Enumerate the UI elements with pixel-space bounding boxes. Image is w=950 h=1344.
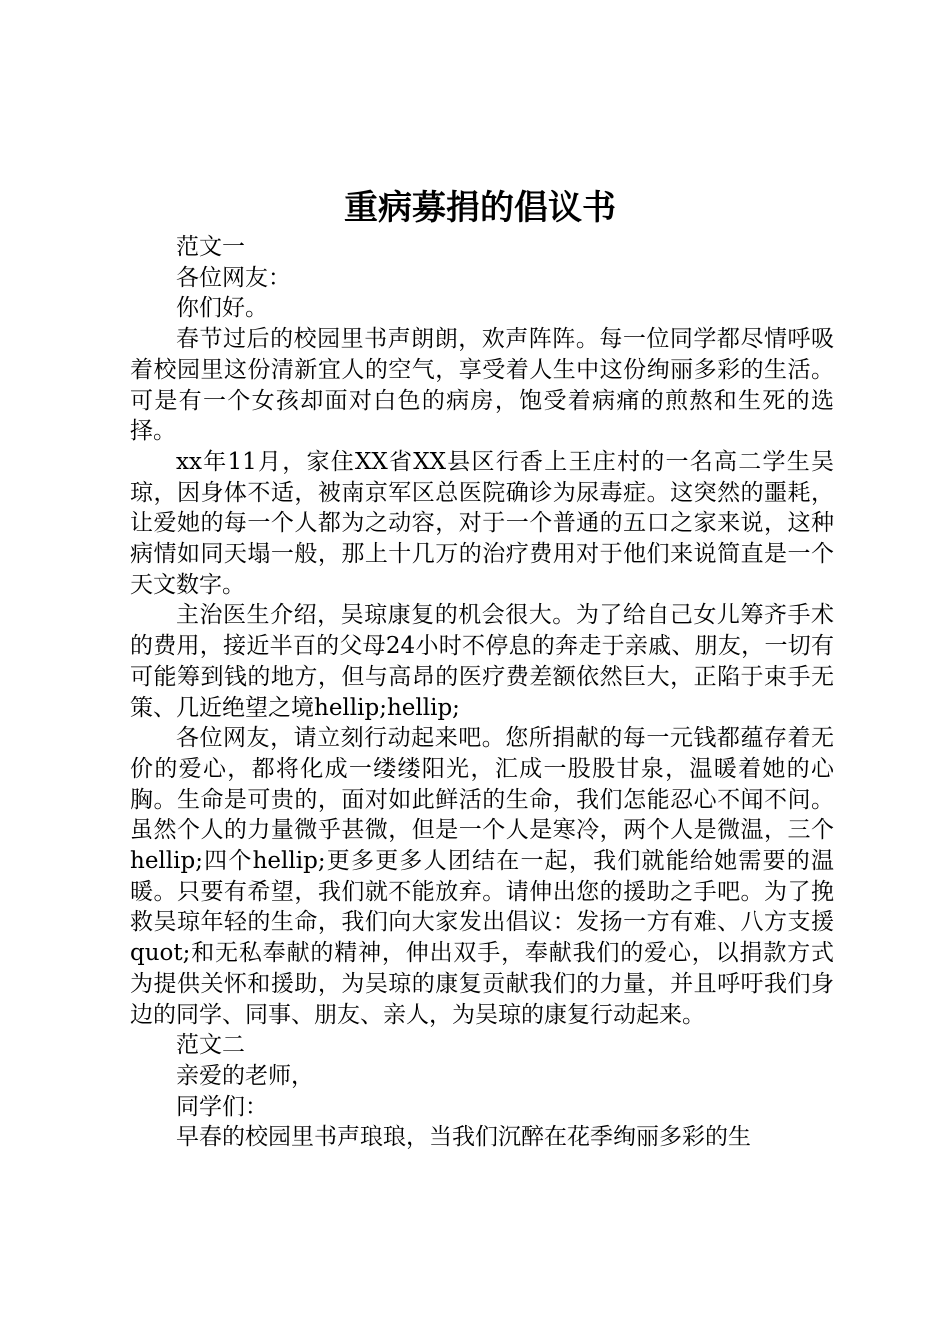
paragraph: 范文一 xyxy=(176,234,245,260)
paragraph: 亲爱的老师， xyxy=(176,1062,314,1089)
paragraph: 同学们： xyxy=(176,1093,268,1120)
paragraph: 各位网友： xyxy=(176,264,291,291)
paragraph: 春节过后的校园里书声朗朗，欢声阵阵。每一位同学都尽情呼吸着校园里这份清新宜人的空气，享受着人生中这份绚丽多彩的生活。可是有一个女孩却面对白色的病房，饱受着病痛的煎熬和生死的选择。 xyxy=(130,326,834,445)
paragraph: xx年11月，家住XX省XX县区行香上王庄村的一名高二学生吴琼，因身体不适，被南京军区总医院确诊为尿毒症。这突然的噩耗，让爱她的每一个人都为之动容，对于一个普通的五口之家来说，这种病情如同天塌一般，那上十几万的治疗费用对于他们来说简直是一个天文数字。 xyxy=(130,448,834,598)
paragraph: 早春的校园里书声琅琅，当我们沉醉在花季绚丽多彩的生 xyxy=(176,1124,751,1151)
paragraph: 主治医生介绍，吴琼康复的机会很大。为了给自己女儿筹齐手术的费用，接近半百的父母24小时不停息的奔走于亲戚、朋友，一切有可能筹到钱的地方，但与高昂的医疗费差额依然巨大，正陷于束手无策、几近绝望之境hellip;hellip; xyxy=(130,602,834,721)
document-title: 重病募捐的倡议书 xyxy=(344,188,616,228)
document-body xyxy=(130,232,834,1153)
paragraph: 各位网友，请立刻行动起来吧。您所捐献的每一元钱都蕴存着无价的爱心，都将化成一缕缕阳光，汇成一股股甘泉，温暖着她的心胸。生命是可贵的，面对如此鲜活的生命，我们怎能忍心不闻不问。虽然个人的力量微乎甚微，但是一个人是寒冷，两个人是微温，三个hellip;四个hellip;更多更多人团结在一起，我们就能给她需要的温暖。只要有希望，我们就不能放弃。请伸出您的援助之手吧。为了挽救吴琼年轻的生命，我们向大家发出倡议：发扬一方有难、八方支援quot;和无私奉献的精神，伸出双手，奉献我们的爱心，以捐款方式为提供关怀和援助，为吴琼的康复贡献我们的力量，并且呼吁我们身边的同学、同事、朋友、亲人，为吴琼的康复行动起来。 xyxy=(130,725,834,1028)
paragraph: 你们好。 xyxy=(176,295,268,322)
paragraph: 范文二 xyxy=(176,1032,245,1059)
